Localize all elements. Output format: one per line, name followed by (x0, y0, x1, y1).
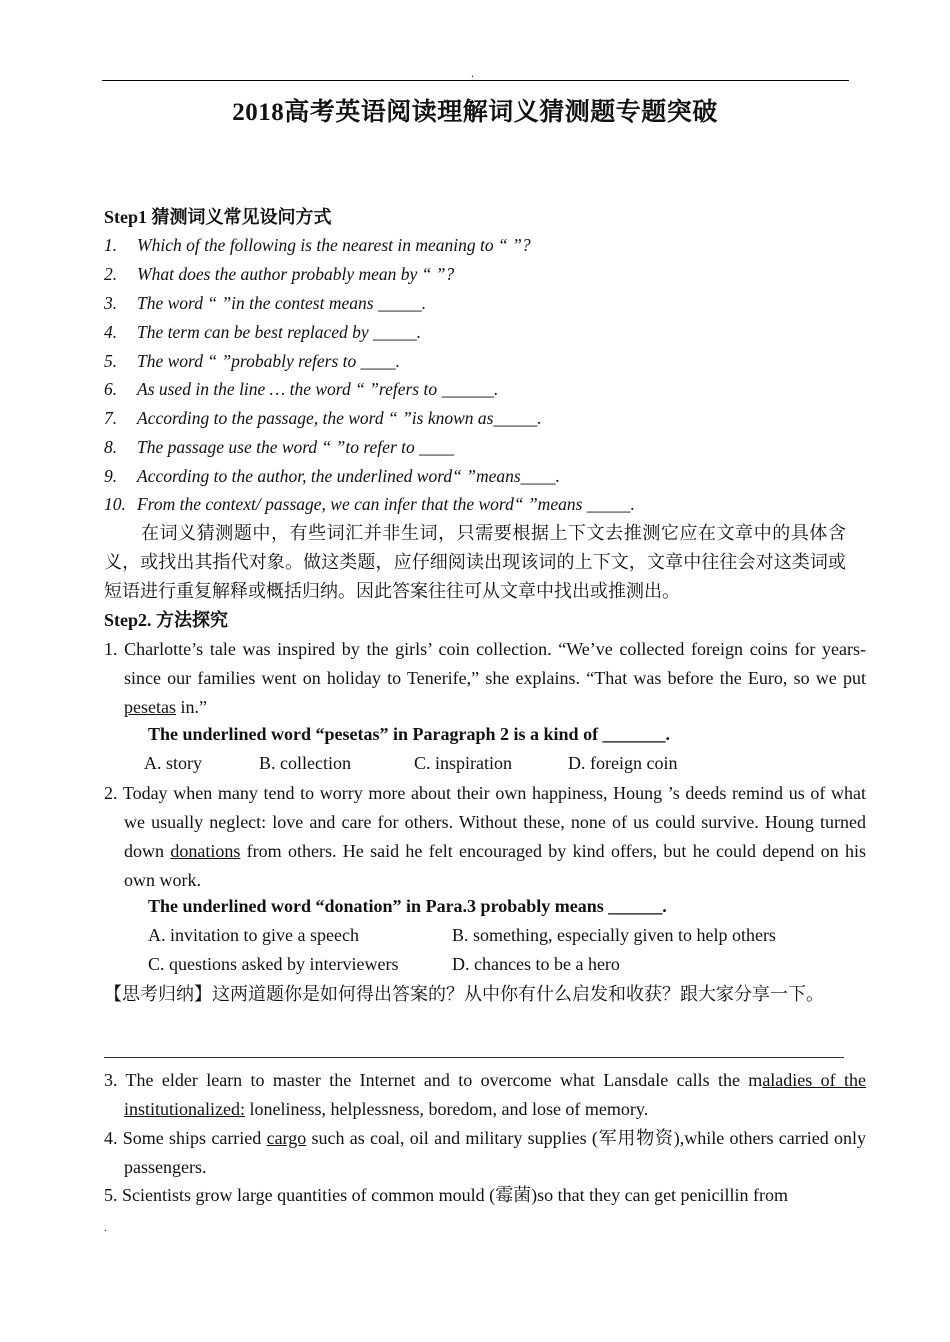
passage-4: 4. Some ships carried cargo such as coal, oil and military supplies (军用物资),while others carried only passengers. (104, 1128, 867, 1177)
option-b: B. something, especially given to help others (452, 925, 776, 945)
page-title: 2018高考英语阅读理解词义猜测题专题突破 (232, 99, 718, 126)
passage-2: 2. Today when many tend to worry more about their own happiness, Houng ’s deeds remind us of what we usually neglect: love and care for others. Without these, none of us could survive. Houng turned down donations from others. He said he felt encouraged by kind offers, but he could depend on his own work. (104, 783, 866, 890)
question-2: The underlined word “donation” in Para.3 probably means ______. (148, 896, 667, 916)
step2-heading: Step2. 方法探究 (104, 610, 229, 630)
underlined-word: pesetas (124, 697, 176, 717)
question-item: 9. According to the author, the underlined word“ ”means____. (104, 466, 561, 486)
header-rule (102, 80, 849, 81)
underlined-word: donations (170, 841, 241, 861)
question-item: 3. The word “ ”in the contest means _____. (104, 293, 427, 313)
question-item: 2. What does the author probably mean by “ ”? (104, 264, 455, 284)
footer-dot: . (104, 1220, 107, 1234)
question-item: 5. The word “ ”probably refers to ____. (104, 351, 401, 371)
reflection-prompt: 【思考归纳】这两道题你是如何得出答案的？从中你有什么启发和收获？跟大家分享一下。 (104, 984, 824, 1004)
passage-3: 3. The elder learn to master the Internet and to overcome what Lansdale calls the maladies of the institutionalized: loneliness, helplessness, boredom, and lose of memory. (104, 1070, 866, 1119)
option-a: A. invitation to give a speech (148, 925, 359, 945)
question-item: 4. The term can be best replaced by _____. (104, 322, 422, 342)
option-c: C. questions asked by interviewers (148, 954, 399, 974)
option-d: D. chances to be a hero (452, 954, 620, 974)
option-b: B. collection (259, 753, 351, 773)
question-1: The underlined word “pesetas” in Paragraph 2 is a kind of _______. (148, 724, 671, 744)
passage-1: 1. Charlotte’s tale was inspired by the girls’ coin collection. “We’ve collected foreign coins for years-since our families went on holiday to Tenerife,” she explains. “That was before the Euro, so we put pesetas in.” (104, 639, 866, 717)
step1-heading: Step1 猜测词义常见设问方式 (104, 207, 332, 227)
question-item: 1. Which of the following is the nearest in meaning to “ ”? (104, 235, 531, 255)
question-item: 7. According to the passage, the word “ ”is known as_____. (104, 408, 542, 428)
option-d: D. foreign coin (568, 753, 678, 773)
answer-line (104, 1057, 844, 1058)
option-a: A. story (144, 753, 202, 773)
underlined-word: aladies of the institutionalized: (124, 1070, 866, 1119)
question-item: 8. The passage use the word “ ”to refer to ____ (104, 437, 455, 457)
step1-note: 在词义猜测题中，有些词汇并非生词，只需要根据上下文去推测它应在文章中的具体含义，或找出其指代对象。做这类题，应仔细阅读出现该词的上下文，文章中往往会对这类词或短语进行重复解释或概括归纳。因此答案往往可从文章中找出或推测出。 (104, 523, 846, 601)
question-item: 6. As used in the line … the word “ ”refers to ______. (104, 379, 499, 399)
passage-5: 5. Scientists grow large quantities of common mould (霉菌)so that they can get penicillin from (104, 1185, 789, 1205)
header-dot: . (471, 66, 474, 80)
question-item: 10. From the context/ passage, we can infer that the word“ ”means _____. (104, 494, 635, 514)
option-c: C. inspiration (414, 753, 512, 773)
underlined-word: cargo (266, 1128, 307, 1148)
